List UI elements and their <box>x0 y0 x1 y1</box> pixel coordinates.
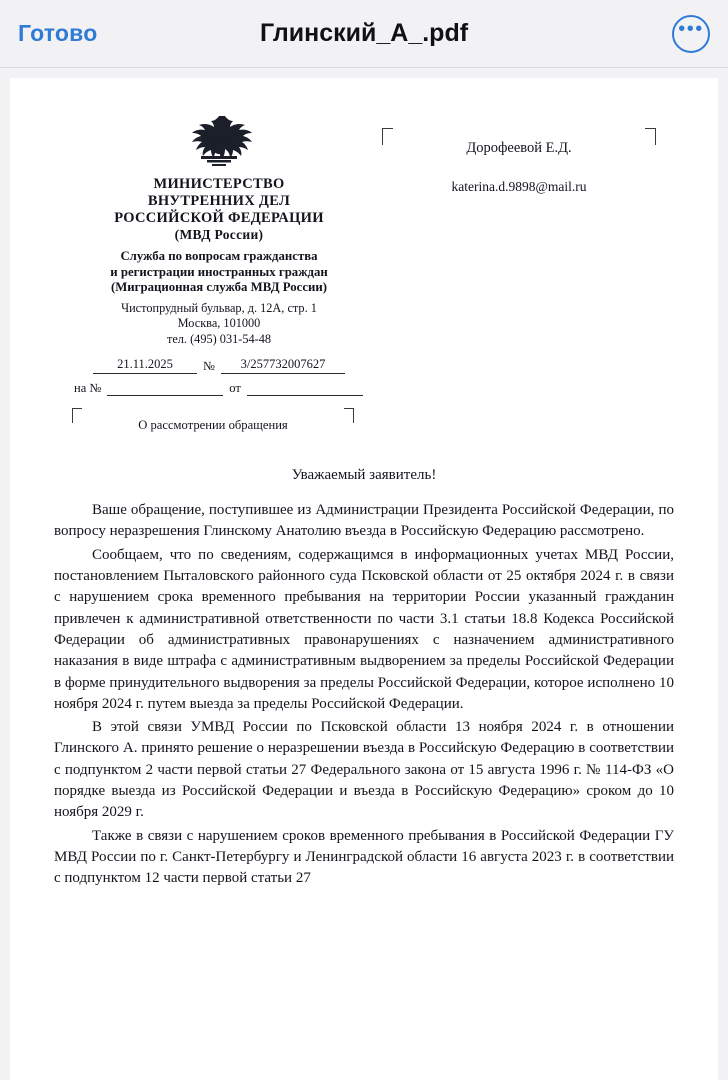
registration-line <box>74 357 364 374</box>
done-button[interactable]: Готово <box>18 20 98 46</box>
body-paragraph: Сообщаем, что по сведениям, содержащимся в информационных учетах МВД России, постановлением Пыталовского районного суда Псковской области от 25 октября 2024 г. в связи с нарушением срока временного пребывания на территории России указанный гражданин привлечен к административной ответственности по части 3.1 статьи 18.8 Кодекса Российской Федерации об административных правонарушениях с назначением административного наказания в виде штрафа с административным выдворением за пределы Российской Федерации в форме принудительного выдворения за пределы Российской Федерации, которое исполнено 10 ноября 2024 г. путем выезда за пределы Российской Федерации. <box>54 546 674 712</box>
address-line-1: Чистопрудный бульвар, д. 12А, стр. 1 <box>121 301 317 316</box>
mvd-emblem-icon <box>181 112 257 170</box>
pdf-scroll-area[interactable] <box>0 68 728 1080</box>
department-line-1: Служба по вопросам гражданства <box>120 249 318 264</box>
letterhead <box>54 112 674 347</box>
recipient-email[interactable]: katerina.d.9898@mail.ru <box>451 179 587 194</box>
recipient-name: Дорофеевой Е.Д. <box>466 140 572 156</box>
subject-block <box>72 408 354 437</box>
viewer-toolbar <box>0 0 728 68</box>
body-paragraph: Ваше обращение, поступившее из Администрации Президента Российской Федерации, по вопросу неразрешения Глинскому Анатолию въезда в Российскую Федерацию рассмотрено. <box>54 502 674 540</box>
address-phone: тел. (495) 031-54-48 <box>166 331 272 346</box>
ministry-line-3: РОССИЙСКОЙ ФЕДЕРАЦИИ <box>114 210 324 227</box>
number-label: № <box>203 359 215 374</box>
department-address <box>74 301 364 347</box>
letterhead-right <box>364 112 674 238</box>
na-number-label: на № <box>74 381 102 396</box>
subject-text: О рассмотрении обращения <box>138 418 288 433</box>
body-paragraph: Также в связи с нарушением сроков временного пребывания в Российской Федерации ГУ МВД России по г. Санкт-Петербургу и Ленинградской области 16 августа 2023 г. в соответствии с подпунктом 12 части первой статьи 27 <box>54 827 674 887</box>
document-title: Глинский_А_.pdf <box>259 19 469 47</box>
department-line-3: (Миграционная служба МВД России) <box>110 280 328 295</box>
recipient-block <box>382 128 656 209</box>
ot-label: от <box>229 381 241 396</box>
reply-reference-line <box>74 381 364 396</box>
ministry-line-4: (МВД России) <box>174 227 264 243</box>
ministry-name <box>74 176 364 243</box>
ministry-line-2: ВНУТРЕННИХ ДЕЛ <box>147 193 291 210</box>
ministry-line-1: МИНИСТЕРСТВО <box>153 176 285 192</box>
letterhead-left <box>54 112 364 347</box>
letter-body <box>54 500 674 889</box>
salutation: Уважаемый заявитель! <box>291 467 437 484</box>
body-paragraph: В этой связи УМВД России по Псковской области 13 ноября 2024 г. в отношении Глинского А. принято решение о неразрешении въезда в Российскую Федерацию в соответствии с подпунктом 2 части первой статьи 27 Федерального закона от 15 августа 1996 г. № 114-ФЗ «О порядке выезда из Российской Федерации и въезда в Российскую Федерацию» сроком до 10 ноября 2029 г. <box>54 719 674 821</box>
department-name <box>74 249 364 296</box>
registration-date: 21.11.2025 <box>93 357 197 374</box>
ot-date-value <box>247 381 363 396</box>
address-line-2: Москва, 101000 <box>177 316 261 331</box>
registration-number: 3/257732007627 <box>221 357 345 374</box>
department-line-2: и регистрации иностранных граждан <box>110 264 328 279</box>
more-options-button[interactable] <box>672 15 710 53</box>
ellipsis-icon: ••• <box>678 17 704 40</box>
na-number-value <box>107 381 223 396</box>
pdf-page <box>10 78 718 1080</box>
registration-block <box>54 357 364 396</box>
